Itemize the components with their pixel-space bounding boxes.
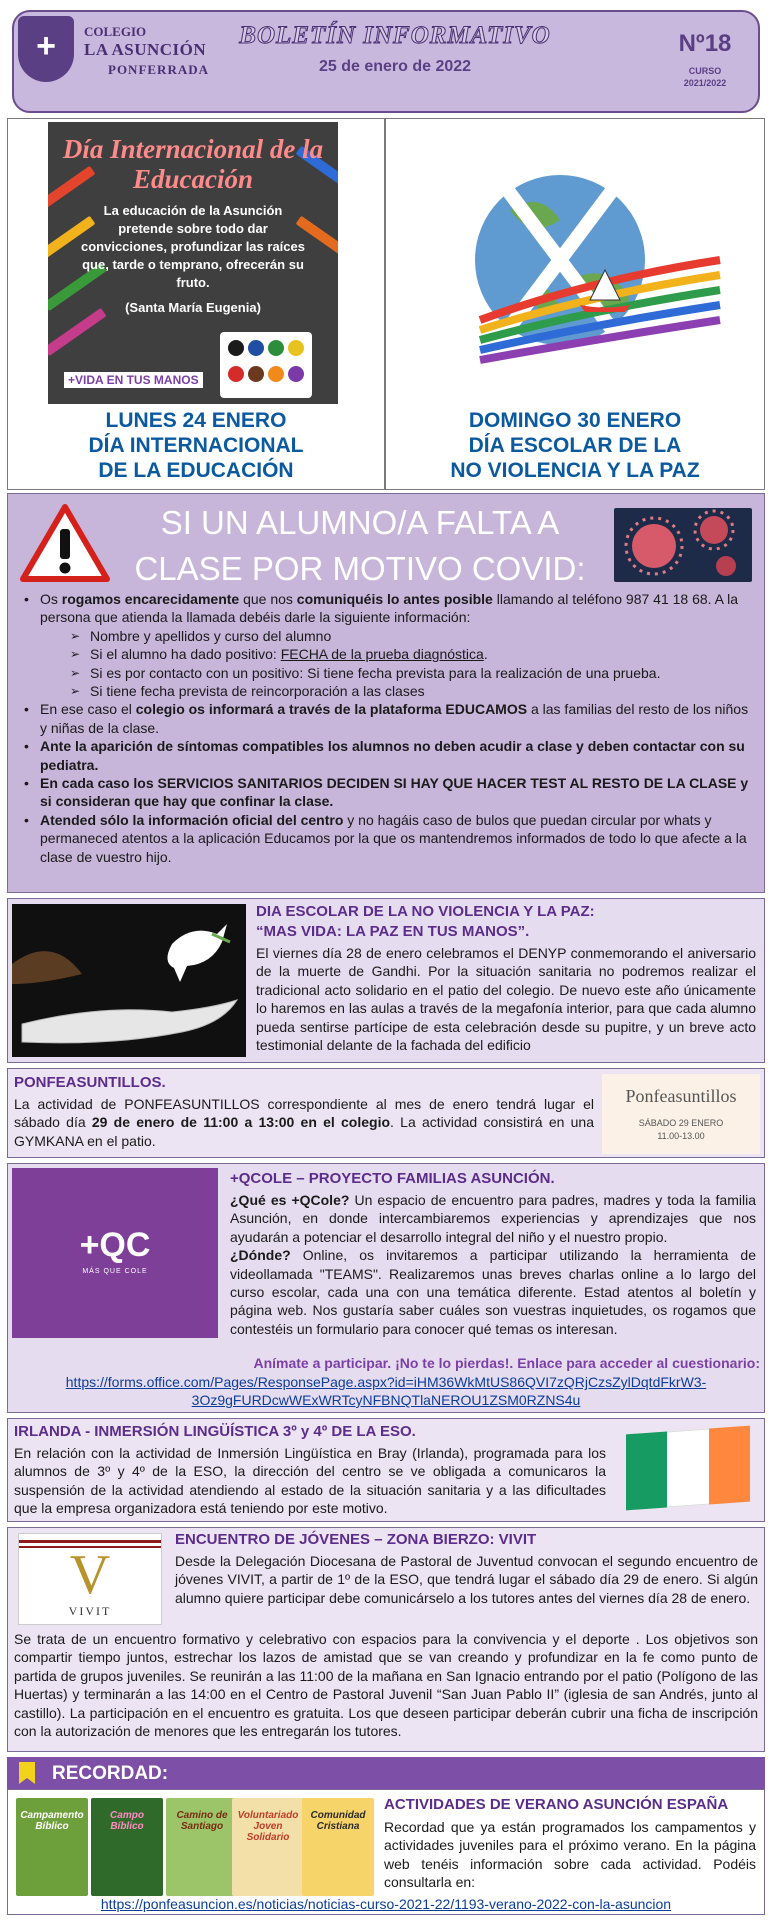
education-day-title	[10, 408, 382, 483]
list-item: • En ese caso el colegio os informará a través de la plataforma EDUCAMOS a las familias del resto de los niños y niñas de la clase.	[20, 700, 758, 737]
list-item: • Os rogamos encarecidamente que nos comuniquéis lo antes posible llamando al teléfono 987 41 18 68. A la persona que atienda la llamada debéis darle la siguiente información:	[20, 590, 758, 627]
coronavirus-image	[614, 508, 752, 582]
peace-day-slogan: “MAS VIDA: LA PAZ EN TUS MANOS”.	[256, 923, 530, 940]
bookmark-icon	[16, 1760, 38, 1786]
card-date: SÁBADO 29 ENERO	[638, 1118, 724, 1128]
warning-icon	[20, 503, 110, 583]
vivit-logo-text: VIVIT	[68, 1604, 112, 1618]
school-name-line1: COLEGIO	[84, 24, 147, 39]
covid-title-line: CLASE POR MOTIVO COVID:	[134, 550, 586, 587]
event-line: DOMINGO 30 ENERO	[468, 409, 682, 432]
ireland-heading: IRLANDA - INMERSIÓN LINGÜÍSTICA 3º y 4º DE LA ESO.	[14, 1423, 416, 1440]
thumbnail-comunidad[interactable]: Comunidad Cristiana	[302, 1798, 374, 1896]
event-line: DE LA EDUCACIÓN	[98, 459, 294, 482]
link-line[interactable]: https://forms.office.com/Pages/ResponsePage.aspx?id=iHM36WkMtUS86QVI7zQRjCzsZylDqtdFkrW3-	[65, 1374, 707, 1390]
hand-dove-image	[12, 904, 246, 1057]
list-subitem: ➢ Nombre y apellidos y curso del alumno	[20, 627, 758, 645]
school-name-line3: PONFERRADA	[108, 62, 209, 77]
newsletter-title: BOLETÍN INFORMATIVO	[239, 22, 551, 49]
event-line: LUNES 24 ENERO	[105, 409, 287, 432]
summer-activities-link-wrap	[10, 1896, 762, 1912]
education-day-poster	[48, 122, 338, 404]
peace-day-heading: DIA ESCOLAR DE LA NO VIOLENCIA Y LA PAZ:	[256, 903, 595, 920]
poster-quote: La educación de la Asunción pretende sobre todo dar convicciones, profundizar las raíces que, tarde o temprano, ofrecerán su fruto.	[81, 203, 305, 290]
issue-number: Nº18	[678, 30, 732, 57]
watercolor-palette-icon	[220, 332, 312, 398]
vivit-heading: ENCUENTRO DE JÓVENES – ZONA BIERZO: VIVIT	[175, 1531, 537, 1548]
pencil-icon	[48, 308, 107, 356]
summer-activities-link[interactable]: https://ponfeasuncion.es/noticias/noticias-curso-2021-22/1193-verano-2022-con-la-asuncion	[100, 1896, 672, 1912]
event-line: DÍA INTERNACIONAL	[88, 434, 304, 457]
school-name-line2: LA ASUNCIÓN	[84, 40, 207, 59]
qcole-paragraph: ¿Qué es +QCole? Un espacio de encuentro para padres, madres y toda la familia Asunción, en donde intercambiaremos experiencias y aprendizajes que nos ayudarán a potenciar el desarrollo integral del niño y el nuestro propio.	[230, 1192, 756, 1245]
ponfeasuntillos-heading: PONFEASUNTILLOS.	[14, 1074, 166, 1091]
list-subitem: ➢ Si el alumno ha dado positivo: FECHA de la prueba diagnóstica.	[20, 645, 758, 663]
vivit-logo-letter: V	[69, 1544, 111, 1606]
peace-day-body: El viernes día 28 de enero celebramos el DENYP conmemorando el aniversario de la muerte de Gandhi. Por la situación sanitaria no podremos realizar el tradicional acto solidario en el patio del colegio. De nuevo este año únicamente lo haremos en las aulas a través de la megafonía interior, para que cada alumno pueda sentirse partícipe de esta celebración desde su pupitre, y un breve acto testimonial delante de la fachada del edificio	[256, 945, 756, 1054]
qcole-logo-sub: MÁS QUE COLE	[82, 1268, 148, 1275]
thumbnail-camino[interactable]: Camino de Santiago	[166, 1798, 238, 1896]
newsletter-date: 25 de enero de 2022	[318, 58, 472, 75]
ponfeasuntillos-body: La actividad de PONFEASUNTILLOS correspondiente al mes de enero tendrá lugar el sábado día 29 de enero de 11:00 a 13:00 en el colegio. La actividad consistirá en una GYMKANA en el patio.	[14, 1096, 594, 1149]
list-subitem: ➢ Si es por contacto con un positivo: Si tiene fecha prevista para la realización de una prueba.	[20, 664, 758, 682]
covid-title	[120, 500, 600, 592]
list-item: • Atended sólo la información oficial del centro y no hagáis caso de bulos que puedan circular por whats y permaneced atentos a la aplicación Educamos por la que os mantendremos informados de todo lo que afecte a la clase de vuestro hijo.	[20, 811, 758, 866]
vivit-intro: Desde la Delegación Diocesana de Pastoral de Juventud convocan el segundo encuentro de jóvenes VIVIT, a partir de 1º de la ESO, que tendrá lugar el sábado día 29 de enero. Si algún alumno quiere participar debe comunicárselo a los tutores antes del viernes día 28 de enero.	[175, 1553, 758, 1606]
list-item: • Ante la aparición de síntomas compatibles los alumnos no deben acudir a clase y deben contactar con su pediatra.	[20, 737, 758, 774]
qcole-paragraph: ¿Dónde? Online, os invitaremos a participar utilizando la herramienta de videollamada "TEAMS". Realizaremos unas breves charlas online a lo largo del curso escolar, cada una con una temática diferente. Estad atentos al boletín y página web. Nos gustaría saber cuáles son vuestras inquietudes, os rogamos que contestéis un formulario para conocer qué temas os interesan.	[230, 1247, 756, 1337]
qcole-survey-link[interactable]	[14, 1373, 758, 1409]
poster-title: Día Internacional de la Educación	[62, 134, 324, 194]
poster-author: (Santa María Eugenia)	[125, 300, 261, 315]
covid-instructions-list	[20, 590, 758, 866]
school-logo-shield: +	[18, 16, 74, 82]
curso-value: 2021/2022	[683, 78, 727, 88]
summer-activities-heading: ACTIVIDADES DE VERANO ASUNCIÓN ESPAÑA	[384, 1796, 729, 1813]
vivit-details: Se trata de un encuentro formativo y celebrativo con espacios para la convivencia y el deporte . Los objetivos son compartir tiempo juntos, estrechar los lazos de amistad que se van creando y profundizar en la fe como punto de partida de grupos juveniles. Se reunirán a las 11:00 de la mañana en San Ignacio entrando por el patio (Polígono de las Huertas) y terminarán a las 14:00 en el Centro de Pastoral Juvenil “San Juan Pablo II” (iglesia de san Andrés, junto al castillo). La participación en el encuentro es gratuita. Los que deseen participar deberán cubrir una ficha de inscripción con la autorización de menores que les entregarán los tutores.	[14, 1631, 758, 1740]
vivit-logo	[18, 1533, 162, 1625]
list-item: • En cada caso los SERVICIOS SANITARIOS DECIDEN SI HAY QUE HACER TEST AL RESTO DE LA CLASE y si consideran que hay que confinar la clase.	[20, 774, 758, 811]
covid-title-line: SI UN ALUMNO/A FALTA A	[160, 504, 560, 541]
qcole-logo-text: +QC	[79, 1226, 151, 1264]
ponfeasuntillos-card	[602, 1074, 760, 1154]
ireland-body: En relación con la actividad de Inmersión Lingüística en Bray (Irlanda), programada para los alumnos de 3º y 4º de la ESO, la dirección del centro se ve obligada a comunicaros la suspensión de la actividad atendiendo al estado de la situación sanitaria y a las dificultades que la empresa organizadora está teniendo por este motivo.	[14, 1445, 606, 1517]
event-line: NO VIOLENCIA Y LA PAZ	[450, 459, 700, 482]
card-time: 11.00-13.00	[657, 1131, 705, 1141]
ireland-flag-icon	[626, 1426, 750, 1511]
event-line: DÍA ESCOLAR DE LA	[468, 434, 682, 457]
summer-activities-body: Recordad que ya están programados los campamentos y actividades juveniles para el próximo verano. En la página web tenéis información sobre cada actividad. Podéis consultarla en:	[384, 1819, 756, 1891]
thumbnail-campo[interactable]: Campo Bíblico	[91, 1798, 163, 1896]
peace-day-title	[388, 408, 762, 483]
vida-brand: +VIDA EN TUS MANOS	[64, 372, 203, 388]
card-title: Ponfeasuntillos	[625, 1086, 737, 1106]
qcole-body	[230, 1191, 756, 1338]
link-line[interactable]: 3Oz9gFURDcwWExWRTcyNFBNQTlaNEROU1ZSM0RZNS4u	[191, 1392, 581, 1408]
curso-label: CURSO	[688, 66, 722, 76]
peace-globe-emblem	[440, 160, 730, 400]
list-subitem: ➢ Si tiene fecha prevista de reincorporación a las clases	[20, 682, 758, 700]
thumbnail-campamento[interactable]: Campamento Bíblico	[16, 1798, 88, 1896]
qcole-logo	[12, 1168, 218, 1338]
thumbnail-voluntariado[interactable]: Voluntariado Joven Solidario	[232, 1798, 304, 1896]
qcole-heading: +QCOLE – PROYECTO FAMILIAS ASUNCIÓN.	[230, 1170, 555, 1187]
qcole-cta: Anímate a participar. ¡No te lo pierdas!. Enlace para acceder al cuestionario:	[253, 1355, 760, 1371]
recordad-label: RECORDAD:	[52, 1763, 169, 1784]
